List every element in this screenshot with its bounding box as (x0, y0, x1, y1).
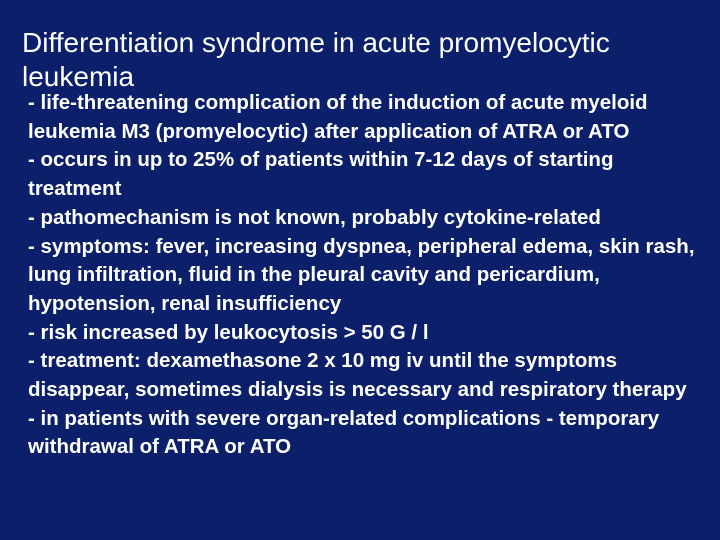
bullet-list (28, 89, 708, 462)
bullet-item: - in patients with severe organ-related complications - temporary withdrawal of ATRA or ATO (28, 406, 660, 459)
bullet-item: - symptoms: fever, increasing dyspnea, peripheral edema, skin rash, lung infiltration, fluid in the pleural cavity and pericardium, hypotension, renal insufficiency (28, 234, 695, 315)
bullet-item: - occurs in up to 25% of patients within 7-12 days of starting treatment (28, 148, 614, 201)
bullet-item: - pathomechanism is not known, probably cytokine-related (28, 205, 601, 229)
bullet-item: - risk increased by leukocytosis > 50 G / l (28, 320, 429, 344)
bullet-item: - life-threatening complication of the induction of acute myeloid leukemia M3 (promyelocytic) after application of ATRA or ATO (28, 91, 648, 143)
slide-title: Differentiation syndrome in acute promyelocytic leukemia (22, 27, 610, 92)
bullet-item: - treatment: dexamethasone 2 x 10 mg iv until the symptoms disappear, sometimes dialysis is necessary and respiratory therapy (28, 349, 687, 402)
